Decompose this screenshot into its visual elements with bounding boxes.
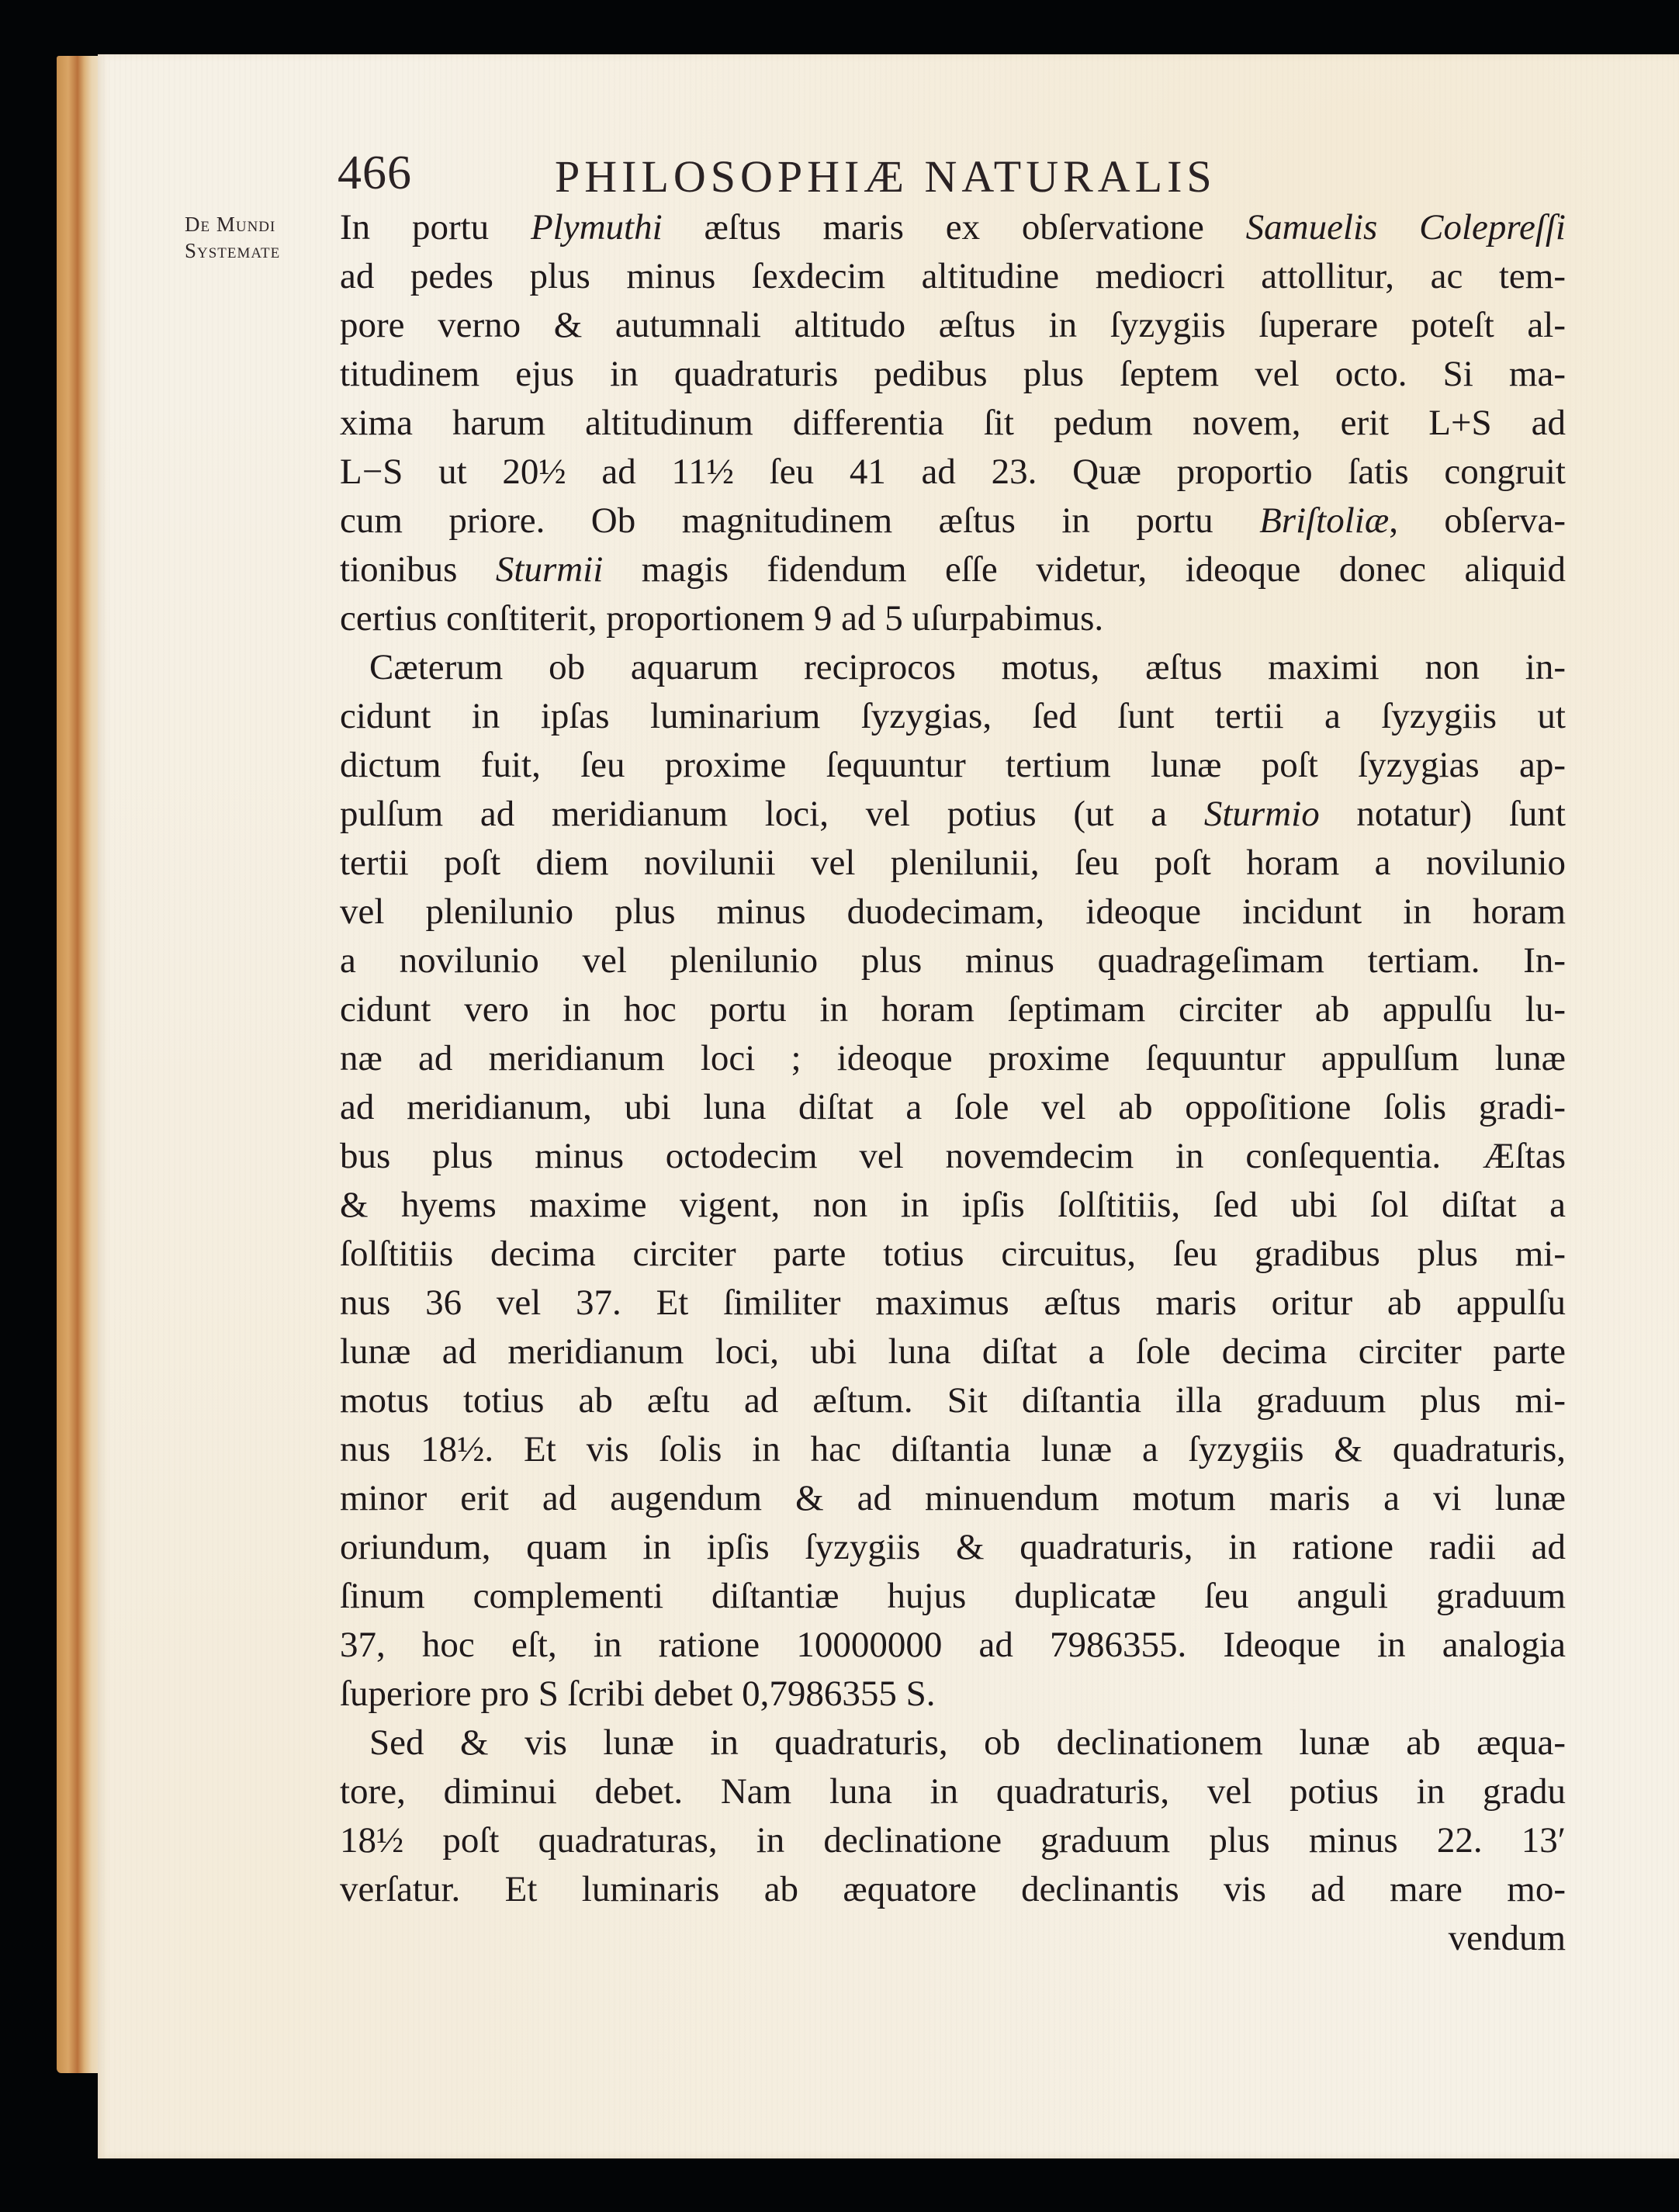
text-line [340,839,1566,888]
text-run: In portu [340,207,531,248]
text-line [340,1865,1566,1914]
text-line [340,985,1566,1034]
margin-note-line: Systemate [185,239,281,262]
text-run: bus plus minus octodecim vel novemdecim in conſequentia. Æſtas [340,1136,1566,1176]
text-run: Sed & vis lunæ in quadraturis, ob declinationem lunæ ab æqua- [369,1722,1566,1763]
text-run: tore, diminui debet. Nam luna in quadraturis, vel potius in gradu [340,1771,1566,1812]
text-run: vel plenilunio plus minus duodecimam, ideoque incidunt in horam [340,891,1566,932]
text-line [340,1083,1566,1132]
text-line [340,399,1566,448]
italic-name: Plymuthi [530,207,663,248]
text-line [340,594,1566,643]
text-run: ad meridianum, ubi luna diſtat a ſole vel ab oppoſitione ſolis gradi- [340,1087,1566,1127]
margin-note [185,211,332,264]
text-run: cidunt in ipſas luminarium ſyzygias, ſed ſunt tertii a ſyzygiis ut [340,696,1566,736]
text-run: æſtus maris ex obſervatione [662,207,1246,248]
text-run: certius conſtiterit, proportionem 9 ad 5 uſurpabimus. [340,598,1104,639]
text-run: cum priore. Ob magnitudinem æſtus in portu [340,500,1260,541]
text-run: tertii poſt diem novilunii vel plenilunii, ſeu poſt horam a novilunio [340,843,1566,883]
text-run: ſolſtitiis decima circiter parte totius circuitus, ſeu gradibus plus mi- [340,1234,1566,1274]
text-run: dictum fuit, ſeu proxime ſequuntur tertium lunæ poſt ſyzygias ap- [340,745,1566,785]
margin-note-line: De Mundi [185,213,276,236]
italic-name: Samuelis Colepreſſi [1245,207,1566,248]
running-title: PHILOSOPHIÆ NATURALIS [555,151,1217,202]
text-line [340,1181,1566,1230]
text-line [340,1328,1566,1376]
text-run: 18½ poſt quadraturas, in declinatione graduum plus minus 22. 13′ [340,1820,1566,1861]
page-number: 466 [338,147,412,199]
text-run: oriundum, quam in ipſis ſyzygiis & quadraturis, in ratione radii ad [340,1527,1566,1567]
text-run: pulſum ad meridianum loci, vel potius (ut a [340,794,1204,834]
text-run: & hyems maxime vigent, non in ipſis ſolſtitiis, ſed ubi ſol diſtat a [340,1185,1566,1225]
text-line [340,301,1566,350]
text-line [340,1621,1566,1670]
text-run: notatur) ſunt [1319,794,1566,834]
text-line [340,1474,1566,1523]
text-line [340,1376,1566,1425]
text-line [340,1572,1566,1621]
catchword: vendum [1448,1918,1566,1958]
text-run: ad pedes plus minus ſexdecim altitudine mediocri attollitur, ac tem- [340,256,1566,296]
text-line [340,497,1566,545]
text-run: nus 18½. Et vis ſolis in hac diſtantia lunæ a ſyzygiis & quadraturis, [340,1429,1566,1469]
text-line [340,1132,1566,1181]
text-run: magis fidendum eſſe videtur, ideoque donec aliquid [603,549,1566,590]
text-run: cidunt vero in hoc portu in horam ſeptimam circiter ab appulſu lu- [340,989,1566,1030]
text-run: lunæ ad meridianum loci, ubi luna diſtat a ſole decima circiter parte [340,1331,1566,1372]
text-line [340,1670,1566,1719]
text-line [340,252,1566,301]
text-line [340,203,1566,252]
italic-name: Briſtoliæ [1259,500,1390,541]
text-run: minor erit ad augendum & ad minuendum motum maris a vi lunæ [340,1478,1566,1518]
text-run: pore verno & autumnali altitudo æſtus in ſyzygiis ſuperare poteſt al- [340,305,1566,345]
text-line [340,936,1566,985]
book-page-edges [57,56,103,2073]
running-head [338,146,1362,208]
text-run: a novilunio vel plenilunio plus minus quadrageſimam tertiam. In- [340,940,1566,981]
text-line [340,741,1566,790]
text-line [340,1523,1566,1572]
text-run: ſinum complementi diſtantiæ hujus duplicatæ ſeu anguli graduum [340,1576,1566,1616]
text-line [340,1767,1566,1816]
text-line [340,1034,1566,1083]
text-run: 37, hoc eſt, in ratione 10000000 ad 7986355. Ideoque in analogia [340,1625,1566,1665]
text-run: Cæterum ob aquarum reciprocos motus, æſtus maximi non in- [369,647,1566,687]
text-line [340,692,1566,741]
text-run: nus 36 vel 37. Et ſimiliter maximus æſtus maris oritur ab appulſu [340,1283,1566,1323]
text-run: L−S ut 20½ ad 11½ ſeu 41 ad 23. Quæ proportio ſatis congruit [340,452,1566,492]
body-text [340,203,1566,1963]
text-line [340,790,1566,839]
text-line [340,1425,1566,1474]
text-line [340,643,1566,692]
italic-name: Sturmio [1203,794,1320,834]
text-run: ſuperiore pro S ſcribi debet 0,7986355 S. [340,1674,936,1714]
text-line [340,1279,1566,1328]
text-run: tionibus [340,549,496,590]
text-run: xima harum altitudinum differentia ſit pedum novem, erit L+S ad [340,403,1566,443]
text-line [340,545,1566,594]
text-run: næ ad meridianum loci ; ideoque proxime ſequuntur appulſum lunæ [340,1038,1566,1078]
text-run: verſatur. Et luminaris ab æquatore declinantis vis ad mare mo- [340,1869,1566,1909]
text-run: motus totius ab æſtu ad æſtum. Sit diſtantia illa graduum plus mi- [340,1380,1566,1421]
text-line [340,350,1566,399]
text-line [340,1719,1566,1767]
text-line [340,448,1566,497]
italic-name: Sturmii [495,549,604,590]
text-run: titudinem ejus in quadraturis pedibus plus ſeptem vel octo. Si ma- [340,354,1566,394]
text-line [340,1230,1566,1279]
text-line [340,888,1566,936]
text-line [340,1816,1566,1865]
text-run: , obſerva- [1389,500,1566,541]
